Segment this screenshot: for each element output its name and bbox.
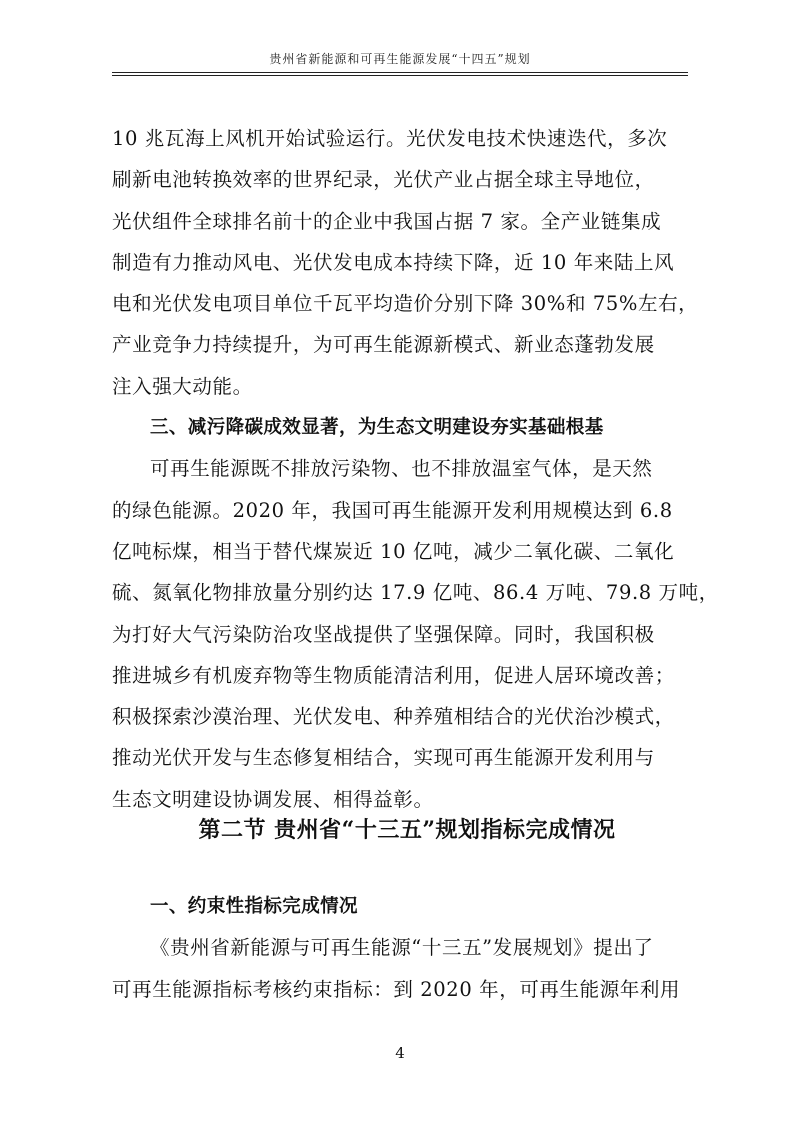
subsection-heading: 三、减污降碳成效显著，为生态文明建设夯实基础根基 <box>150 417 604 439</box>
header-rule-thin <box>112 75 688 76</box>
paragraph-line: 制造有力推动风电、光伏发电成本持续下降，近 10 年来陆上风 <box>112 250 675 274</box>
paragraph-line: 产业竞争力持续提升，为可再生能源新模式、新业态蓬勃发展 <box>112 333 655 357</box>
page-number: 4 <box>395 1044 405 1062</box>
paragraph-line: 可再生能源指标考核约束指标：到 2020 年，可再生能源年利用 <box>112 977 681 1001</box>
subsection-heading: 一、约束性指标完成情况 <box>150 896 358 917</box>
paragraph-line: 光伏组件全球排名前十的企业中我国占据 7 家。全产业链集成 <box>112 209 662 233</box>
paragraph-line: 的绿色能源。2020 年，我国可再生能源开发利用规模达到 6.8 <box>112 498 673 522</box>
running-header: 贵州省新能源和可再生能源发展“十四五”规划 <box>269 52 531 66</box>
paragraph-line: 10 兆瓦海上风机开始试验运行。光伏发电技术快速迭代，多次 <box>112 127 668 150</box>
paragraph-line: 推动光伏开发与生态修复相结合，实现可再生能源开发利用与 <box>112 746 655 770</box>
paragraph-line: 推进城乡有机废弃物等生物质能清洁利用，促进人居环境改善； <box>112 663 675 687</box>
paragraph-line: 《贵州省新能源与可再生能源“十三五”发展规划》提出了 <box>150 936 654 960</box>
main-text-continued <box>112 886 702 1010</box>
paragraph-line: 生态文明建设协调发展、相得益彰。 <box>112 787 434 811</box>
paragraph-line: 刷新电池转换效率的世界纪录，光伏产业占据全球主导地位， <box>112 168 655 192</box>
paragraph-line: 为打好大气污染防治攻坚战提供了坚强保障。同时，我国积极 <box>112 622 655 646</box>
header-rule <box>112 72 688 73</box>
paragraph-line: 电和光伏发电项目单位千瓦平均造价分别下降 30%和 75%左右， <box>112 292 699 316</box>
paragraph-line: 硫、氮氧化物排放量分别约达 17.9 亿吨、86.4 万吨、79.8 万吨， <box>112 581 719 605</box>
section-title: 第二节 贵州省“十三五”规划指标完成情况 <box>198 817 616 843</box>
paragraph-line: 可再生能源既不排放污染物、也不排放温室气体，是天然 <box>150 457 653 481</box>
paragraph-line: 注入强大动能。 <box>112 374 253 398</box>
paragraph-line: 积极探索沙漠治理、光伏发电、种养殖相结合的光伏治沙模式， <box>112 705 675 729</box>
paragraph-line: 亿吨标煤，相当于替代煤炭近 10 亿吨，减少二氧化碳、二氧化 <box>112 539 675 563</box>
main-text <box>112 118 719 820</box>
